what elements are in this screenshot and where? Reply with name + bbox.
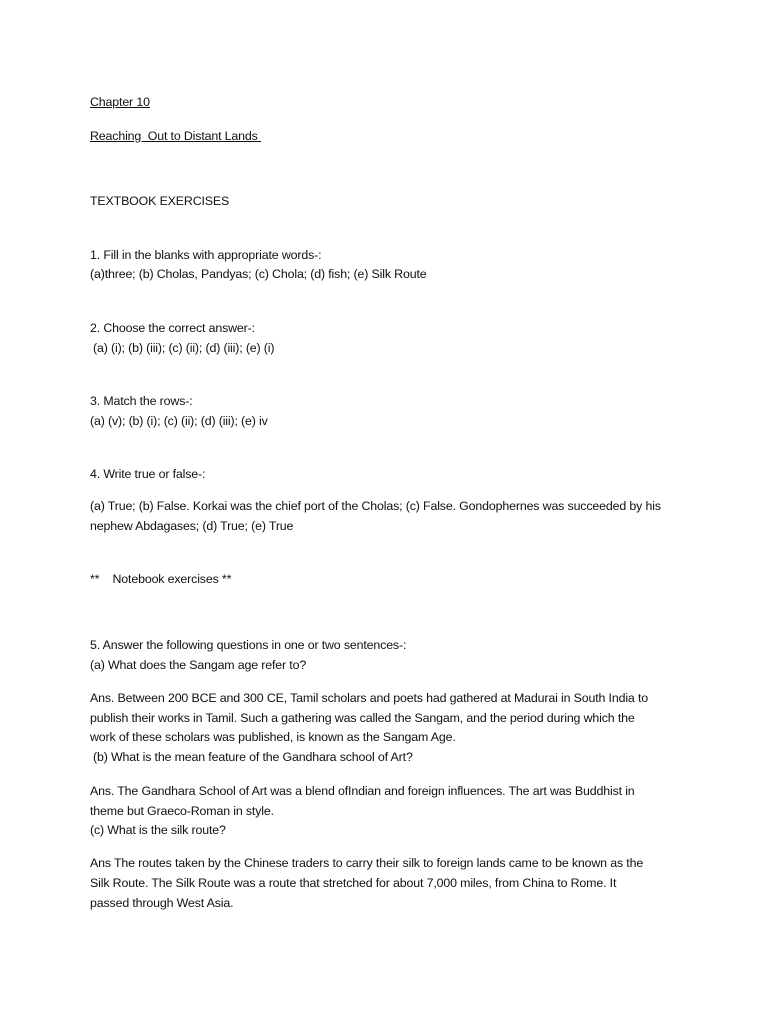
question-2-prompt: 2. Choose the correct answer-:	[90, 321, 255, 335]
question-5b: (b) What is the mean feature of the Gandhara school of Art?	[93, 750, 413, 764]
answer-5b-line: Ans. The Gandhara School of Art was a blend ofIndian and foreign influences. The art was Buddhist in	[90, 784, 635, 798]
notebook-exercises-heading: ** Notebook exercises **	[90, 572, 232, 586]
answer-5c-line: passed through West Asia.	[90, 896, 234, 910]
answer-5a-line: publish their works in Tamil. Such a gathering was called the Sangam, and the period during which the	[90, 711, 635, 725]
answer-5a-line: work of these scholars was published, is known as the Sangam Age.	[90, 730, 456, 744]
question-4-answer-line: nephew Abdagases; (d) True; (e) True	[90, 519, 294, 533]
chapter-title: Reaching Out to Distant Lands	[90, 129, 261, 143]
chapter-heading: Chapter 10	[90, 95, 150, 109]
question-3-answer: (a) (v); (b) (i); (c) (ii); (d) (iii); (e) iv	[90, 414, 268, 428]
question-4-answer-line: (a) True; (b) False. Korkai was the chief port of the Cholas; (c) False. Gondophernes was succeeded by his	[90, 499, 661, 513]
question-2-answer: (a) (i); (b) (iii); (c) (ii); (d) (iii); (e) (i)	[93, 341, 275, 355]
answer-5b-line: theme but Graeco-Roman in style.	[90, 804, 274, 818]
question-1-prompt: 1. Fill in the blanks with appropriate words-:	[90, 248, 322, 262]
answer-5c-line: Ans The routes taken by the Chinese traders to carry their silk to foreign lands came to be known as the	[90, 856, 644, 870]
question-3-prompt: 3. Match the rows-:	[90, 394, 193, 408]
answer-5c-line: Silk Route. The Silk Route was a route that stretched for about 7,000 miles, from China to Rome. It	[90, 876, 617, 890]
question-1-answer: (a)three; (b) Cholas, Pandyas; (c) Chola; (d) fish; (e) Silk Route	[90, 267, 427, 281]
question-5c: (c) What is the silk route?	[90, 823, 226, 837]
section-heading: TEXTBOOK EXERCISES	[90, 194, 230, 208]
question-5a: (a) What does the Sangam age refer to?	[90, 658, 307, 672]
question-5-prompt: 5. Answer the following questions in one or two sentences-:	[90, 638, 407, 652]
answer-5a-line: Ans. Between 200 BCE and 300 CE, Tamil scholars and poets had gathered at Madurai in South India to	[90, 691, 649, 705]
question-4-prompt: 4. Write true or false-:	[90, 467, 206, 481]
